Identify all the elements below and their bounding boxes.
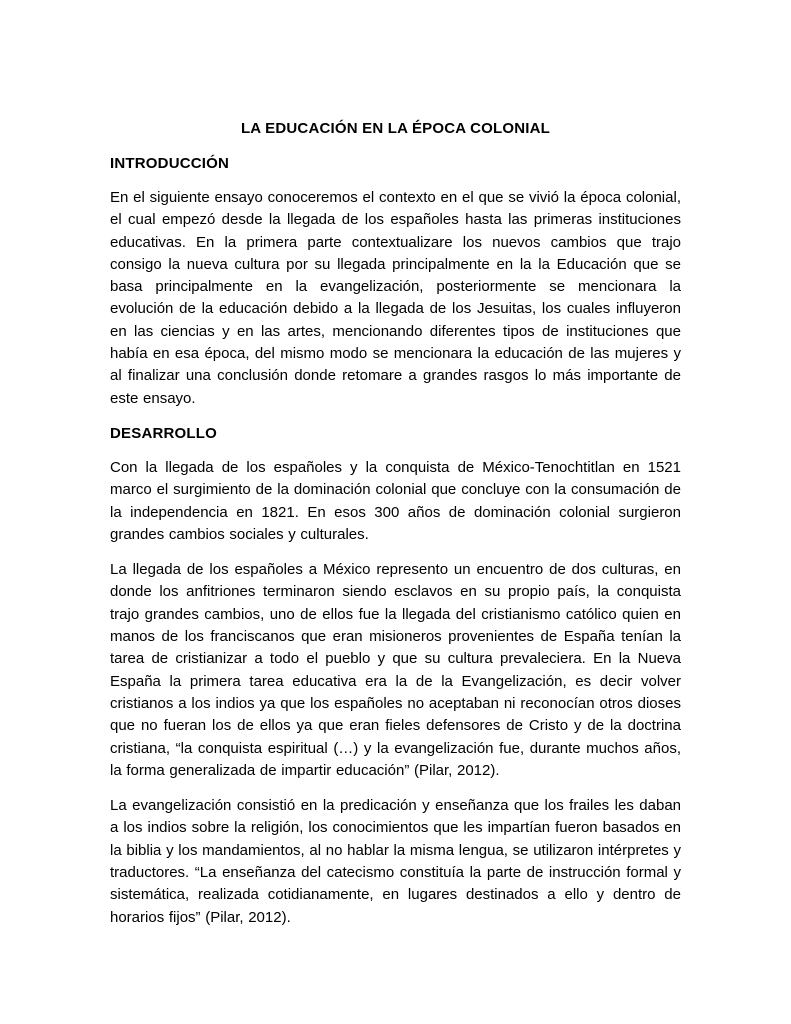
paragraph-intro-1: En el siguiente ensayo conoceremos el contexto en el que se vivió la época colonial, el cual empezó desde la llegada de los españoles hasta las primeras instituciones educativas. En la primera parte contextualizare los nuevos cambios que trajo consigo la nueva cultura por su llegada principalmente en la la Educación que se basa principalmente en la evangelización, posteriormente se mencionara la evolución de la educación debido a la llegada de los Jesuitas, los cuales influyeron en las ciencias y en las artes, mencionando diferentes tipos de instituciones que había en esa época, del mismo modo se mencionara la educación de las mujeres y al finalizar una conclusión donde retomare a grandes rasgos lo más importante de este ensayo. (110, 189, 681, 407)
section-introduccion (110, 153, 681, 410)
paragraph-desarrollo-2: La llegada de los españoles a México represento un encuentro de dos culturas, en donde los anfitriones terminaron siendo esclavos en su propio país, la conquista trajo grandes cambios, uno de ellos fue la llegada del cristianismo católico quien en manos de los franciscanos que eran misioneros provenientes de España tenían la tarea de cristianizar a todo el pueblo y que su cultura prevaleciera. En la Nueva España la primera tarea educativa era la de la Evangelización, es decir volver cristianos a los indios ya que los españoles no aceptaban ni reconocían otros dioses que no fueran los de ellos ya que eran fieles defensores de Cristo y de la doctrina cristiana, “la conquista espiritual (…) y la evangelización fue, durante muchos años, la forma generalizada de impartir educación” (Pilar, 2012). (110, 561, 681, 779)
section-heading-introduccion: INTRODUCCIÓN (110, 155, 230, 172)
section-desarrollo (110, 423, 681, 929)
paragraph-desarrollo-1: Con la llegada de los españoles y la conquista de México-Tenochtitlan en 1521 marco el surgimiento de la dominación colonial que concluye con la consumación de la independencia en 1821. En esos 300 años de dominación colonial surgieron grandes cambios sociales y culturales. (110, 458, 681, 543)
document-title: LA EDUCACIÓN EN LA ÉPOCA COLONIAL (240, 120, 551, 137)
paragraph-desarrollo-3: La evangelización consistió en la predicación y enseñanza que los frailes les daban a los indios sobre la religión, los conocimientos que les impartían fueron basados en la biblia y los mandamientos, al no hablar la misma lengua, se utilizaron intérpretes y traductores. “La enseñanza del catecismo constituía la parte de instrucción formal y sistemática, realizada cotidianamente, en lugares destinados a ello y dentro de horarios fijos” (Pilar, 2012). (110, 797, 681, 926)
section-heading-desarrollo: DESARROLLO (110, 424, 217, 442)
